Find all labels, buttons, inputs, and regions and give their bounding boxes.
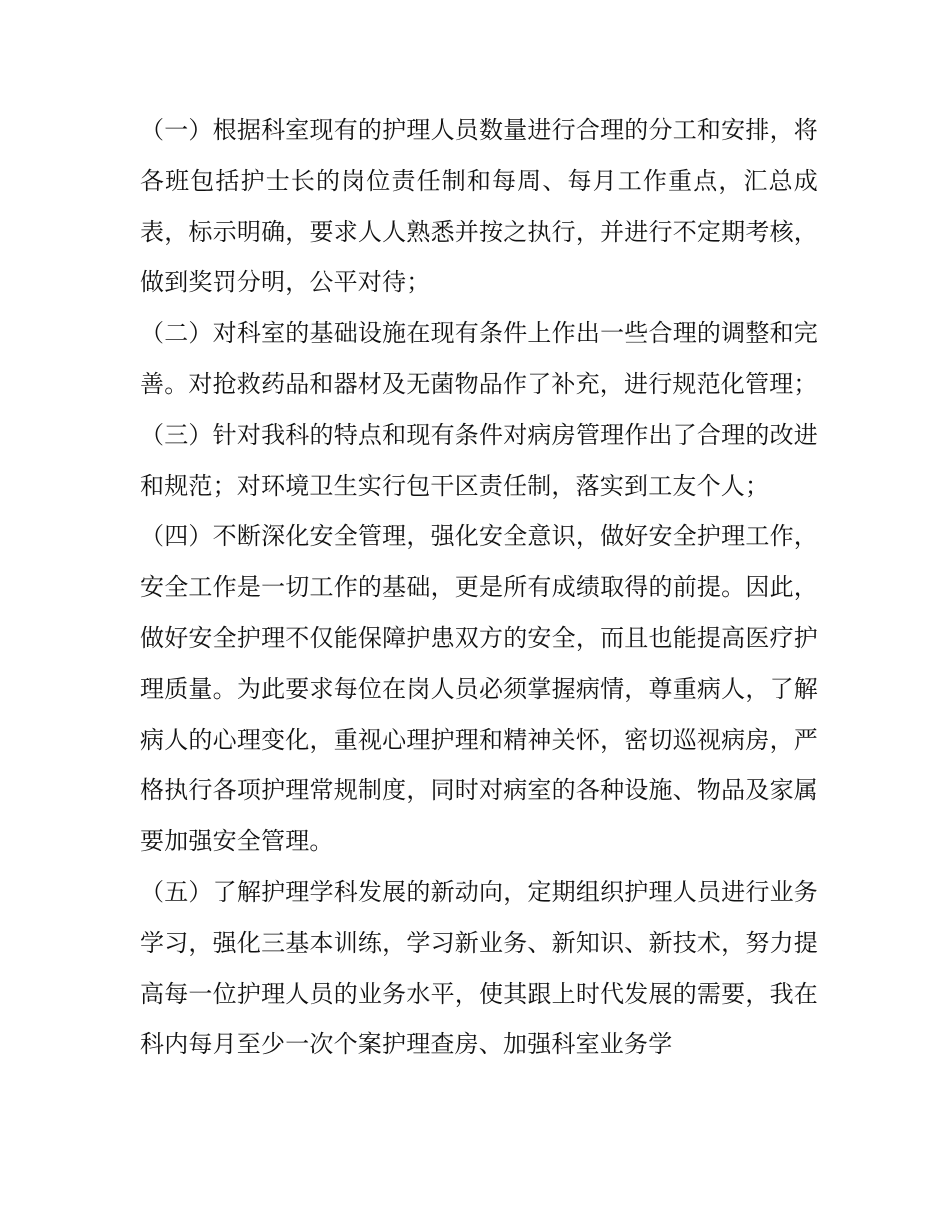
paragraph-5: （五）了解护理学科发展的新动向，定期组织护理人员进行业务学习，强化三基本训练，学习新业务、新知识、新技术，努力提高每一位护理人员的业务水平，使其跟上时代发展的需要，我在科内每月至少一次个案护理查房、加强科室业务学 <box>140 877 818 1059</box>
paragraph-4: （四）不断深化安全管理，强化安全意识，做好安全护理工作，安全工作是一切工作的基础，更是所有成绩取得的前提。因此，做好安全护理不仅能保障护患双方的安全，而且也能提高医疗护理质量。为此要求每位在岗人员必须掌握病情，尊重病人，了解病人的心理变化，重视心理护理和精神关怀，密切巡视病房，严格执行各项护理常规制度，同时对病室的各种设施、物品及家属要加强安全管理。 <box>140 522 818 856</box>
paragraph-1: （一）根据科室现有的护理人员数量进行合理的分工和安排，将各班包括护士长的岗位责任制和每周、每月工作重点，汇总成表，标示明确，要求人人熟悉并按之执行，并进行不定期考核，做到奖罚分明，公平对待； <box>140 116 818 297</box>
paragraph-2: （二）对科室的基础设施在现有条件上作出一些合理的调整和完善。对抢救药品和器材及无菌物品作了补充，进行规范化管理； <box>140 319 818 398</box>
document-body <box>140 105 818 1070</box>
paragraph-3: （三）针对我科的特点和现有条件对病房管理作出了合理的改进和规范；对环境卫生实行包干区责任制，落实到工友个人； <box>140 420 818 500</box>
